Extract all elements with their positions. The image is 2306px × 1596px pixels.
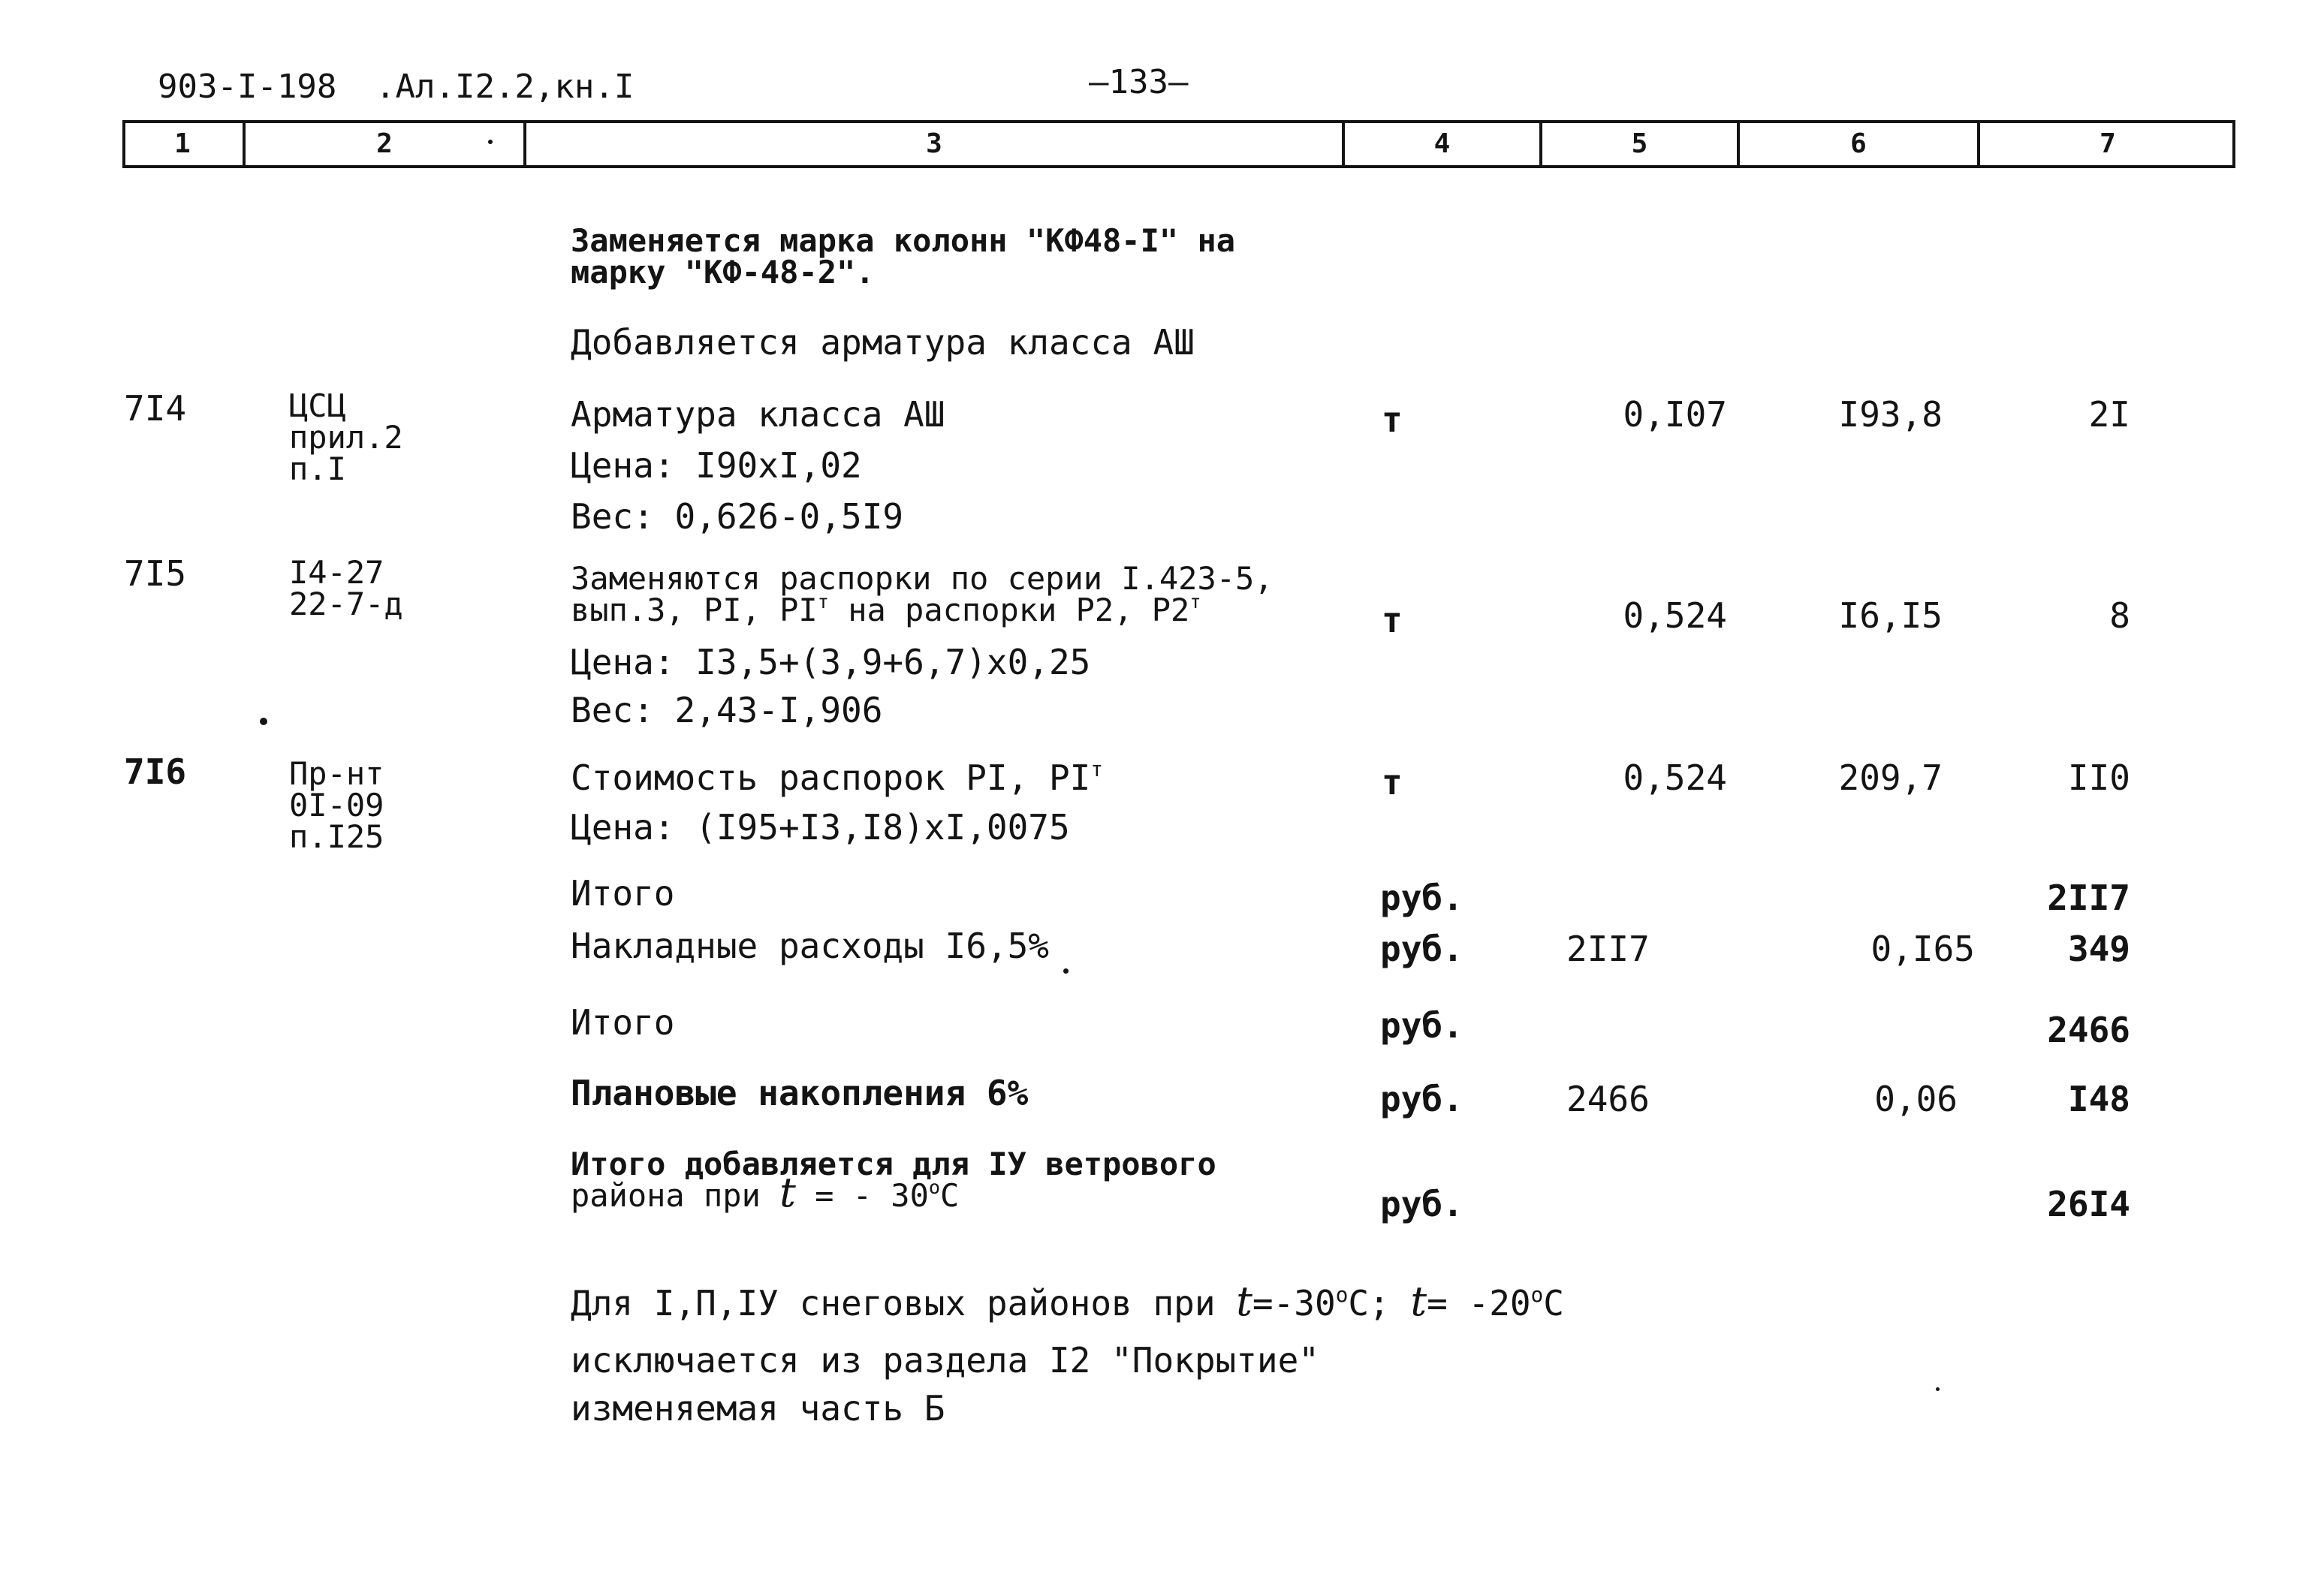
- column-number: 1: [174, 128, 191, 159]
- row-reference: 22-7-д: [289, 586, 403, 622]
- note-line: изменяемая часть Б: [571, 1388, 945, 1429]
- note-line: исключается из раздела I2 "Покрытие": [571, 1340, 1319, 1381]
- ink-dot: [1936, 1387, 1940, 1391]
- intro-line: марку "КФ-48-2".: [571, 254, 875, 291]
- row-reference: п.I25: [289, 818, 384, 855]
- ink-dot: [260, 718, 267, 725]
- final-total-label: района при t = - 30$^o$C: [571, 1169, 960, 1216]
- row-unit-price: 209,7: [1838, 757, 1943, 798]
- note-line: Для I,П,IУ снеговых районов при $t=-30^oC$; $t= -20^oC$: [571, 1278, 1564, 1325]
- row-total: 8: [2109, 595, 2130, 636]
- row-description: Арматура класса АШ: [571, 394, 945, 435]
- total-value: 2II7: [2047, 878, 2130, 918]
- row-quantity: 0,524: [1623, 757, 1727, 798]
- profit-value: I48: [2067, 1079, 2130, 1119]
- column-number: 4: [1433, 128, 1451, 159]
- row-number: 7I4: [124, 388, 187, 429]
- row-reference: п.I: [289, 450, 346, 487]
- row-number: 7I6: [124, 751, 187, 792]
- subtotal-value: 2466: [2047, 1010, 2130, 1050]
- row-description: Заменяются распорки по серии I.423-5,: [571, 560, 1274, 597]
- subtotal-label: Итого: [571, 1002, 675, 1043]
- row-quantity: 0,I07: [1623, 394, 1727, 435]
- profit-base: 2466: [1566, 1079, 1650, 1119]
- row-reference: ЦСЦ: [289, 387, 346, 424]
- subtotal-unit: руб.: [1380, 1005, 1463, 1046]
- column-number: 2: [376, 128, 393, 159]
- profit-unit: руб.: [1380, 1079, 1463, 1119]
- row-description: Стоимость распорок PI, $PI^т$: [571, 756, 1103, 798]
- final-total-value: 26I4: [2047, 1184, 2130, 1224]
- row-unit: т: [1382, 399, 1403, 440]
- overhead-label: Накладные расходы I6,5%: [571, 926, 1049, 966]
- row-unit: т: [1382, 762, 1403, 803]
- row-price-formula: Цена: I3,5+(3,9+6,7)х0,25: [571, 642, 1091, 682]
- ink-dot: [1063, 968, 1069, 974]
- overhead-unit: руб.: [1380, 929, 1463, 969]
- intro-line: Заменяется марка колонн "КФ48-I" на: [571, 222, 1236, 259]
- row-reference: I4-27: [289, 554, 384, 591]
- profit-label: Плановые накопления 6%: [571, 1073, 1029, 1113]
- row-price-formula: Цена: (I95+I3,I8)хI,0075: [571, 807, 1070, 848]
- row-total: II0: [2067, 757, 2130, 798]
- row-weight-formula: Вес: 2,43-I,906: [571, 690, 883, 730]
- row-price-formula: Цена: I90хI,02: [571, 445, 862, 486]
- row-total: 2I: [2088, 394, 2130, 435]
- row-number: 7I5: [124, 553, 187, 594]
- row-unit: т: [1382, 600, 1403, 640]
- column-number: 7: [2100, 128, 2116, 159]
- overhead-base: 2II7: [1566, 929, 1650, 969]
- intro-line: Добавляется арматура класса АШ: [571, 322, 1195, 363]
- album-reference: .Ал.I2.2,кн.I: [375, 68, 635, 106]
- row-unit-price: I93,8: [1838, 394, 1943, 435]
- document-code: 903-I-198: [158, 68, 337, 106]
- row-reference: 0I-09: [289, 787, 384, 824]
- row-quantity: 0,524: [1623, 595, 1727, 636]
- overhead-rate: 0,I65: [1870, 929, 1975, 969]
- page-number: —133—: [1089, 63, 1189, 101]
- profit-rate: 0,06: [1874, 1079, 1958, 1119]
- row-reference: Пр-нт: [289, 755, 384, 792]
- final-total-label: Итого добавляется для IУ ветрового: [571, 1146, 1216, 1182]
- tick-mark: [488, 140, 493, 144]
- column-number: 5: [1631, 128, 1648, 159]
- column-number: 3: [926, 128, 942, 159]
- row-description: вып.3, PI, $PI^т$ на распорки Р2, $Р2^т$: [571, 591, 1201, 628]
- final-total-unit: руб.: [1380, 1184, 1463, 1224]
- row-reference: прил.2: [289, 419, 403, 456]
- row-weight-formula: Вес: 0,626-0,5I9: [571, 496, 904, 537]
- row-unit-price: I6,I5: [1838, 595, 1943, 636]
- column-number: 6: [1850, 128, 1867, 159]
- overhead-value: 349: [2067, 929, 2130, 969]
- total-unit: руб.: [1380, 878, 1463, 918]
- total-label: Итого: [571, 873, 675, 914]
